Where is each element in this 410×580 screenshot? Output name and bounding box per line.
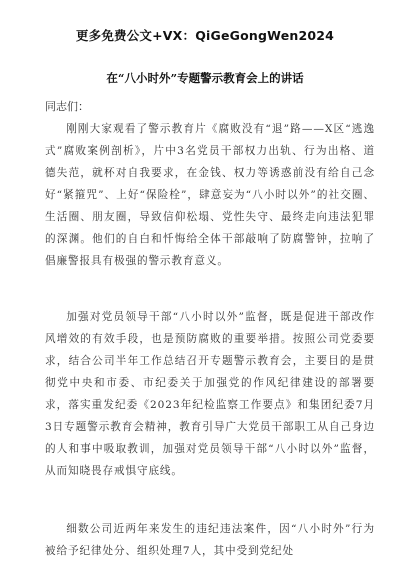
watermark-header: 更多免费公文+VX：QiGeGongWen2024 [75, 28, 335, 43]
greeting: 同志们： [45, 100, 89, 113]
paragraph: 刚刚大家观看了警示教育片《腐败没有“退”路——X区“逃逸式”腐败案例剖析》，片中3名党员干部权力出轨、行为出格、道德失范，就杯对自我要求，在金钱、权力等诱惑前没有给自己念好“紧箍咒”、上好“保险栓”，肆意妄为“八小时以外”的社交圈、生活圈、朋友圈，导致信仰松塌、党性失守、最终走向违法犯罪的深渊。他们的自白和忏悔给全体干部敲响了防腐警钟，拉响了倡廉警报具有极强的警示教育意义。 [45, 123, 375, 267]
speech-title: 在“八小时外”专题警示教育会上的讲话 [106, 71, 304, 85]
paragraph: 细数公司近两年来发生的违纪违法案件，因“八小时外”行为被给予纪律处分、组织处理7人，其中受到党纪处 [45, 523, 375, 557]
paragraph: 加强对党员领导干部“八小时以外”监督，既是促进干部改作风增效的有效手段，也是预防腐败的重要举措。按照公司党委要求，结合公司半年工作总结召开专题警示教育会，主要目的是贯彻党中央和市委、市纪委关于加强党的作风纪律建设的部署要求，落实重发纪委《2023年纪检监察工作要点》和集团纪委7月3日专题警示教育会精神，教育引导广大党员干部职工从自己身边的人和事中吸取教训，加强对党员领导干部“八小时以外”监督，从而知晓畏存戒惧守底线。 [45, 311, 375, 477]
